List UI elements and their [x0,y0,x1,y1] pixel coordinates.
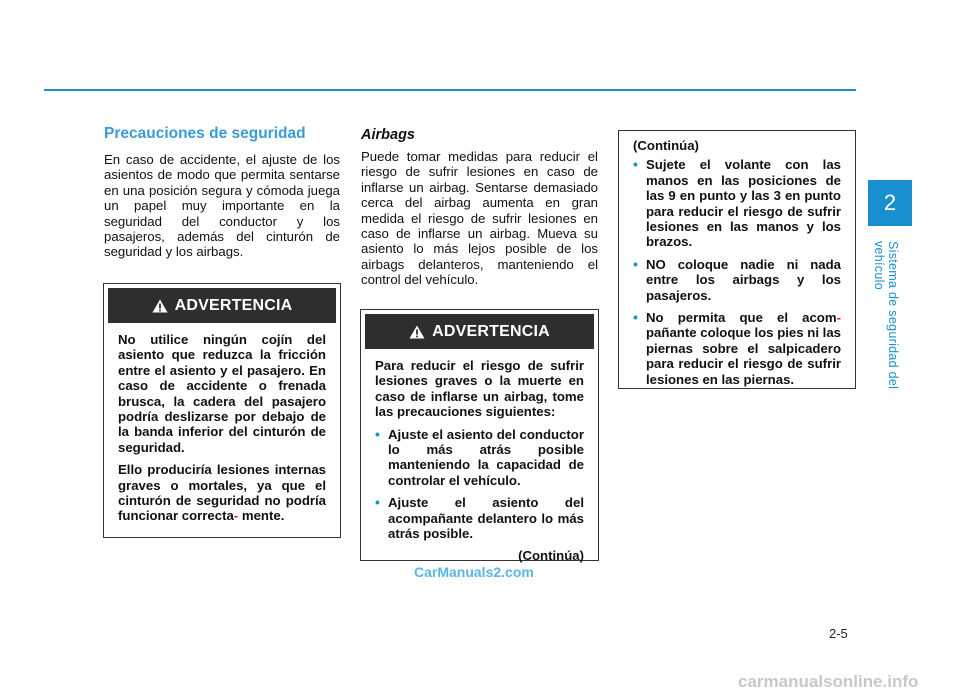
bullet-dot-icon: • [633,255,638,272]
bullet-dot-icon: • [633,156,638,173]
chapter-tab: 2 [868,180,912,226]
warning-content [361,349,598,574]
warning-intro: Para reducir el riesgo de sufrir lesiones graves o la muerte en caso de inflarse un airbag, tome las precauciones siguientes: [375,358,584,420]
site-watermark: carmanualsonline.info [738,672,919,691]
continued-label: (Continúa) [633,138,699,153]
warning-box-continued [618,130,856,389]
hyphen-mark: - [233,508,239,524]
warning-header [108,288,336,323]
warning-list [633,157,841,387]
warning-heading: ADVERTENCIA [432,322,550,340]
continues-label: (Continúa) [518,548,584,564]
list-item [633,310,841,387]
bullet-dot-icon: • [375,494,380,511]
warning-heading: ADVERTENCIA [174,296,293,314]
bullet-dot-icon: • [375,425,380,442]
section-title: Precauciones de seguridad [104,125,306,142]
list-item [633,157,841,249]
warning-content [619,131,855,404]
column-left [104,125,340,260]
warning-list [375,427,584,542]
airbags-title: Airbags [361,127,415,143]
warning-paragraph [118,462,326,524]
page-number: 2-5 [829,626,848,641]
hyphen-mark: - [836,310,841,326]
warning-box-cushion [103,283,341,538]
list-item-text: Ajuste el asiento del acompañante delantero lo más atrás posible. [388,495,584,542]
list-item [375,427,584,489]
list-item [633,257,841,303]
watermark-link[interactable]: CarManuals2.com [414,564,534,580]
list-item-text: Ajuste el asiento del conductor lo más atrás posible manteniendo la capacidad de controlar el vehículo. [388,426,584,488]
warning-triangle-icon [152,299,168,313]
list-item [375,495,584,541]
bullet-dot-icon: • [633,309,638,326]
warning-header [365,314,594,349]
list-item-text: NO coloque nadie ni nada entre los airbags y los pasajeros. [646,256,841,303]
warning-text: Ello produciría lesiones internas graves o mortales, ya que el cinturón de seguridad no podría funcionar correcta [118,462,326,524]
warning-text: mente. [241,508,285,524]
header-rule [44,89,856,91]
chapter-title: Sistema de seguridad del vehículo [872,241,900,390]
airbags-body: Puede tomar medidas para reducir el riesgo de sufrir lesiones en caso de inflarse un airbag. Sentarse demasiado cerca del airbag aumenta en gran medida el riesgo de sufrir lesiones en caso de inflarse un airbag. Mueva su asiento lo más lejos posible de los airbags delanteros, manteniendo el control del vehículo. [361,149,598,288]
warning-paragraph: No utilice ningún cojín del asiento que reduzca la fricción entre el asiento y el pasajero. En caso de accidente o frenada brusca, la cadera del pasajero podría deslizarse por debajo de la banda inferior del cinturón de seguridad. [118,332,326,455]
list-item-text: No permita que el acom [646,310,837,326]
list-item-text: Sujete el volante con las manos en las posiciones de las 9 en punto y las 3 en punto para reducir el riesgo de sufrir lesiones en las manos y los brazos. [646,157,841,250]
warning-triangle-icon [409,325,425,339]
warning-box-airbag [360,309,599,564]
column-middle [361,125,598,288]
section-body: En caso de accidente, el ajuste de los asientos de modo que permita sentarse en una posición segura y cómoda juega un papel muy importante en la seguridad del conductor y los pasajeros, además del cinturón de seguridad y los airbags. [104,152,340,260]
warning-content [104,323,340,541]
list-item-text: pañante coloque los pies ni las piernas sobre el salpicadero para reducir el riesgo de sufrir lesiones en las piernas. [646,325,841,387]
